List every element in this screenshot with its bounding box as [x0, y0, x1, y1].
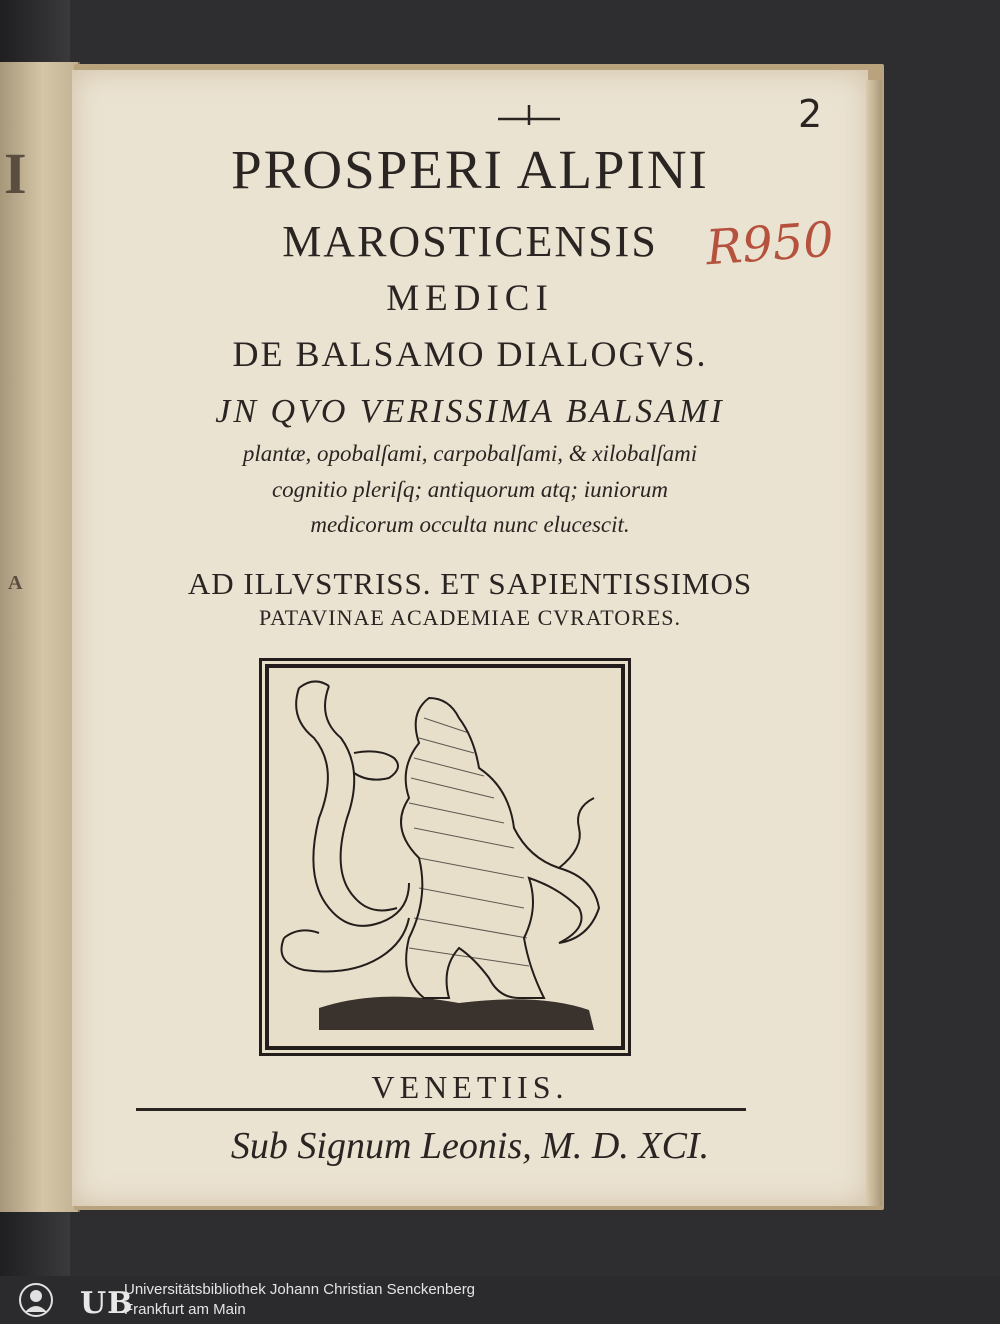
portrait-emblem-icon — [16, 1282, 72, 1318]
page-edge — [866, 80, 882, 1206]
imprint-line: Sub Signum Leonis, M. D. XCI. — [230, 1125, 710, 1167]
folio-number: 2 — [798, 92, 823, 136]
author-name: PROSPERI ALPINI — [231, 139, 709, 200]
previous-page-edge — [0, 62, 80, 1212]
imprint-rule — [136, 1108, 746, 1111]
library-location: Frankfurt am Main — [124, 1301, 246, 1318]
author-profession: MEDICI — [386, 278, 554, 319]
library-name[interactable]: Universitätsbibliothek Johann Christian Senckenberg — [124, 1281, 476, 1298]
dedication-line: PATAVINAE ACADEMIAE CVRATORES. — [258, 605, 682, 630]
printer-device-woodcut — [259, 658, 631, 1056]
book-title: DE BALSAMO DIALOGVS. — [232, 334, 708, 374]
cross-mark — [496, 105, 562, 125]
dedication-line: AD ILLVSTRISS. ET SAPIENTISSIMOS — [187, 566, 753, 601]
shelfmark-annotation: R950 — [704, 211, 836, 277]
author-origin: MAROSTICENSIS — [282, 217, 658, 266]
prev-page-glyph: I — [4, 141, 27, 206]
subtitle-line: cognitio pleriſq; antiquorum atq; iuniorum — [271, 477, 669, 502]
subtitle-line: plantæ, opobalſami, carpobalſami, & xilobalſami — [242, 441, 698, 466]
ub-logo-text: UB — [80, 1286, 134, 1321]
subtitle-line: medicorum occulta nunc elucescit. — [310, 512, 630, 537]
subtitle-line: JN QVO VERISSIMA BALSAMI — [215, 393, 725, 430]
library-footer — [0, 1276, 1000, 1324]
prev-page-glyph: A — [8, 572, 23, 594]
ub-logo[interactable] — [16, 1282, 134, 1321]
imprint-place: VENETIIS. — [371, 1069, 569, 1105]
